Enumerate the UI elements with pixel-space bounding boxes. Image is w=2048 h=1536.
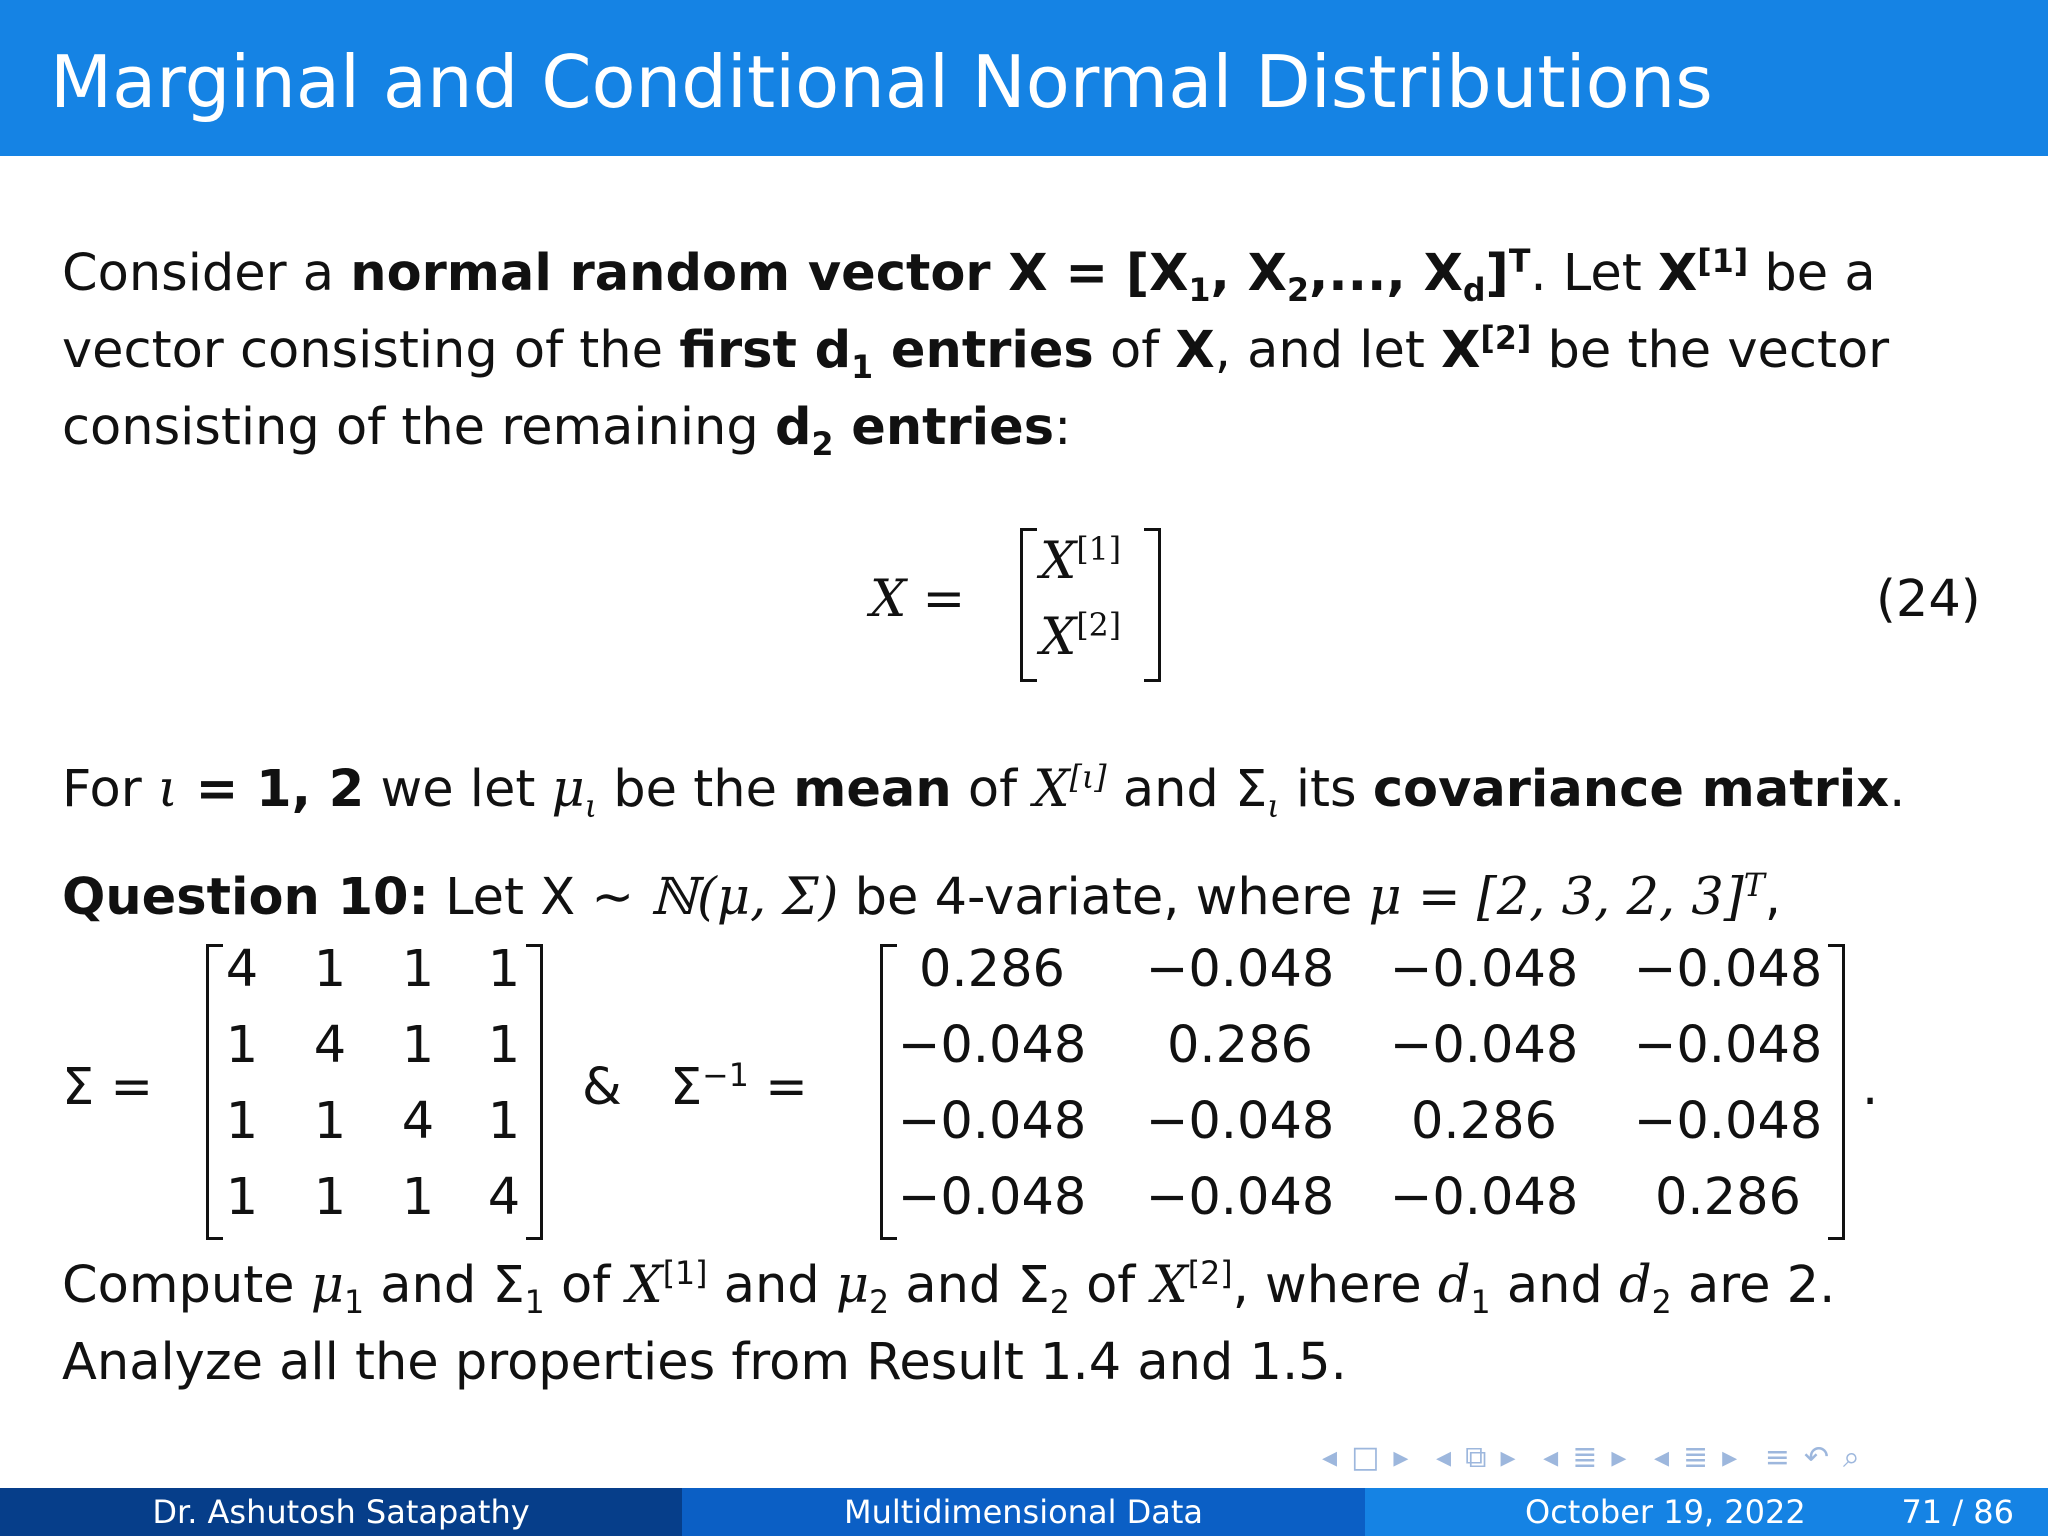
matrix-cell: 1 [313, 940, 347, 999]
matrix-cell: −0.048 [1145, 1092, 1335, 1151]
sigma-symbol: Σ [492, 1256, 525, 1315]
text: ,..., X [1308, 244, 1463, 303]
text: For [62, 760, 158, 819]
text: : [1054, 398, 1072, 457]
author-text: Dr. Ashutosh Satapathy [152, 1493, 530, 1531]
text: , where [1232, 1256, 1438, 1315]
superscript: [1] [662, 1256, 708, 1292]
question-line [62, 860, 1781, 936]
matrix-cell: −0.048 [1389, 1016, 1579, 1075]
slide-title: Marginal and Conditional Normal Distributions [50, 40, 1713, 124]
subscript: 2 [1049, 1285, 1070, 1322]
text: Σ [670, 1058, 703, 1117]
sigma-inverse-lhs [670, 1050, 808, 1126]
subsection-icon[interactable]: ≣ [1572, 1440, 1602, 1475]
sigma-lhs: Σ = [62, 1058, 154, 1117]
equation-lhs: X = [870, 570, 966, 629]
matrix-cell: −0.048 [1389, 940, 1579, 999]
text: be the [597, 760, 794, 819]
text: Let X ∼ [428, 868, 651, 927]
text: and [1106, 760, 1235, 819]
prev-subsection-icon[interactable]: ◂ [1543, 1440, 1563, 1475]
superscript: [2] [1480, 321, 1532, 357]
text: μ = [2, 3, 2, 3] [1368, 868, 1744, 927]
text: d [1437, 1256, 1471, 1315]
superscript: [2] [1187, 1256, 1233, 1292]
text: ℕ(μ, Σ) [650, 868, 839, 927]
matrix-cell: −0.048 [1145, 940, 1335, 999]
text: X [1033, 760, 1070, 819]
next-section-icon[interactable]: ▸ [1722, 1440, 1742, 1475]
section-icon[interactable]: ≣ [1683, 1440, 1713, 1475]
text: and [1490, 1256, 1619, 1315]
text: first d [679, 321, 852, 380]
text: , and let [1214, 321, 1442, 380]
matrix-cell: 4 [401, 1092, 435, 1151]
matrix-cell: −0.048 [897, 1168, 1087, 1227]
text: d [774, 398, 812, 457]
prev-slide-icon[interactable]: ◂ [1322, 1440, 1342, 1475]
right-bracket [1144, 528, 1161, 682]
footer-topic [682, 1488, 1365, 1536]
text: of [1069, 1256, 1152, 1315]
iota-symbol: ι [157, 760, 178, 819]
topic-text: Multidimensional Data [843, 1493, 1204, 1531]
matrix-cell: 1 [487, 1092, 521, 1151]
mu-symbol: μ [310, 1256, 344, 1315]
subscript: 1 [524, 1285, 545, 1322]
frame-icon[interactable]: □ [1351, 1440, 1384, 1475]
text: and [889, 1256, 1018, 1315]
slide-footer [0, 1488, 2048, 1536]
text: = [765, 1058, 808, 1117]
subscript: 2 [869, 1285, 890, 1322]
equation-bottom [1040, 600, 1121, 676]
matrix-cell: −0.048 [1633, 1092, 1823, 1151]
slide-header [0, 0, 2048, 156]
left-bracket [1020, 528, 1037, 682]
superscript: T [1508, 244, 1531, 280]
matrix-cell: 1 [225, 1168, 259, 1227]
equation-top [1040, 524, 1121, 600]
matrix-cell: 0.286 [1654, 1168, 1801, 1227]
text: and [707, 1256, 836, 1315]
superscript: [1] [1076, 532, 1122, 568]
matrix-cell: 1 [401, 1168, 435, 1227]
text: normal random vector X = [X [350, 244, 1189, 303]
text: X [1040, 608, 1077, 667]
subscript: 2 [811, 427, 834, 464]
text: be the vector [1531, 321, 1890, 380]
matrix-cell: 0.286 [1166, 1016, 1313, 1075]
text: . Let [1530, 244, 1658, 303]
matrix-cell: −0.048 [1633, 1016, 1823, 1075]
text: X [1040, 532, 1077, 591]
analyze-line: Analyze all the properties from Result 1.4 and 1.5. [62, 1333, 1347, 1392]
text: , [1764, 868, 1781, 927]
text: X [1441, 321, 1481, 380]
text: vector consisting of the [62, 321, 680, 380]
matrix-cell: 4 [487, 1168, 521, 1227]
matrix-cell: 1 [225, 1092, 259, 1151]
text: X [1151, 1256, 1188, 1315]
text: . [1889, 760, 1906, 819]
intro-line-1 [62, 236, 1876, 312]
subscript: 1 [1470, 1285, 1491, 1322]
toc-icon[interactable]: ≡ [1764, 1440, 1794, 1475]
intro-line-2 [62, 313, 1889, 389]
text: of [544, 1256, 627, 1315]
superscript: −1 [702, 1058, 749, 1094]
mu-symbol: μ [835, 1256, 870, 1315]
matrix-cell: −0.048 [1145, 1168, 1335, 1227]
subscript: ι [584, 789, 598, 826]
text: covariance matrix [1372, 760, 1890, 819]
superscript: [ι] [1069, 760, 1107, 796]
text: mean [793, 760, 952, 819]
matrix-cell: 1 [401, 940, 435, 999]
question-label: Question 10: [62, 868, 429, 927]
compute-line [62, 1248, 1835, 1324]
text: be 4-variate, where [838, 868, 1369, 927]
text: X [1175, 321, 1215, 380]
text: X [626, 1256, 663, 1315]
back-icon[interactable]: ↶ [1803, 1440, 1834, 1475]
mu-symbol: μ [551, 760, 585, 819]
text: of [951, 760, 1034, 819]
matrix-cell: 1 [401, 1016, 435, 1075]
date-text: October 19, 2022 [1525, 1493, 1806, 1531]
superscript: [1] [1697, 244, 1749, 280]
text: , X [1210, 244, 1287, 303]
matrix-cell: 1 [487, 1016, 521, 1075]
subscript: 1 [851, 350, 874, 387]
matrix-cell: 1 [313, 1092, 347, 1151]
matrix-cell: −0.048 [897, 1092, 1087, 1151]
text: its [1279, 760, 1373, 819]
text: consisting of the remaining [62, 398, 775, 457]
matrix-cell: 4 [313, 1016, 347, 1075]
subscript: 2 [1651, 1285, 1672, 1322]
text: of [1093, 321, 1176, 380]
text: Consider a [62, 244, 351, 303]
next-frame-icon[interactable]: ▸ [1500, 1440, 1520, 1475]
text: entries [833, 398, 1055, 457]
equation-number: (24) [1876, 570, 1981, 629]
text: we let [364, 760, 552, 819]
text: be a [1748, 244, 1876, 303]
matrix-cell: −0.048 [1633, 940, 1823, 999]
sigma-symbol: Σ [1017, 1256, 1050, 1315]
subscript: 1 [343, 1285, 365, 1322]
prev-section-icon[interactable]: ◂ [1653, 1440, 1673, 1475]
frames-icon[interactable]: ⧉ [1465, 1440, 1491, 1475]
next-subsection-icon[interactable]: ▸ [1611, 1440, 1631, 1475]
matrix-cell: 0.286 [1410, 1092, 1557, 1151]
page-number: 71 / 86 [1901, 1493, 2014, 1531]
matrix-cell: −0.048 [897, 1016, 1087, 1075]
superscript: T [1743, 868, 1765, 904]
sigma-symbol: Σ [1235, 760, 1268, 819]
matrix-cell: 0.286 [918, 940, 1065, 999]
period: . [1862, 1058, 1879, 1117]
text: are 2. [1671, 1256, 1836, 1315]
matrix-cell: 1 [225, 1016, 259, 1075]
subscript: 1 [1188, 273, 1211, 310]
matrix-cell: 1 [313, 1168, 347, 1227]
text: = 1, 2 [177, 760, 365, 819]
text: and [364, 1256, 493, 1315]
search-icon[interactable]: ⌕ [1843, 1440, 1864, 1475]
subscript: ι [1267, 789, 1280, 826]
matrix-cell: 1 [487, 940, 521, 999]
ampersand: & [582, 1058, 622, 1117]
footer-author [0, 1488, 682, 1536]
prev-frame-icon[interactable]: ◂ [1436, 1440, 1456, 1475]
text: d [1619, 1256, 1652, 1315]
superscript: [2] [1076, 608, 1122, 644]
matrix-cell: −0.048 [1389, 1168, 1579, 1227]
mean-covariance-line [62, 752, 1905, 828]
intro-line-3 [62, 390, 1071, 466]
text: X [1657, 244, 1698, 303]
next-slide-icon[interactable]: ▸ [1393, 1440, 1413, 1475]
matrix-cell: 4 [225, 940, 259, 999]
text: entries [873, 321, 1094, 380]
navigation-bar [1322, 1440, 1874, 1475]
subscript: d [1462, 273, 1486, 310]
text: ] [1485, 244, 1509, 303]
text: Compute [62, 1256, 311, 1315]
subscript: 2 [1286, 273, 1309, 310]
footer-date-page [1365, 1488, 2048, 1536]
